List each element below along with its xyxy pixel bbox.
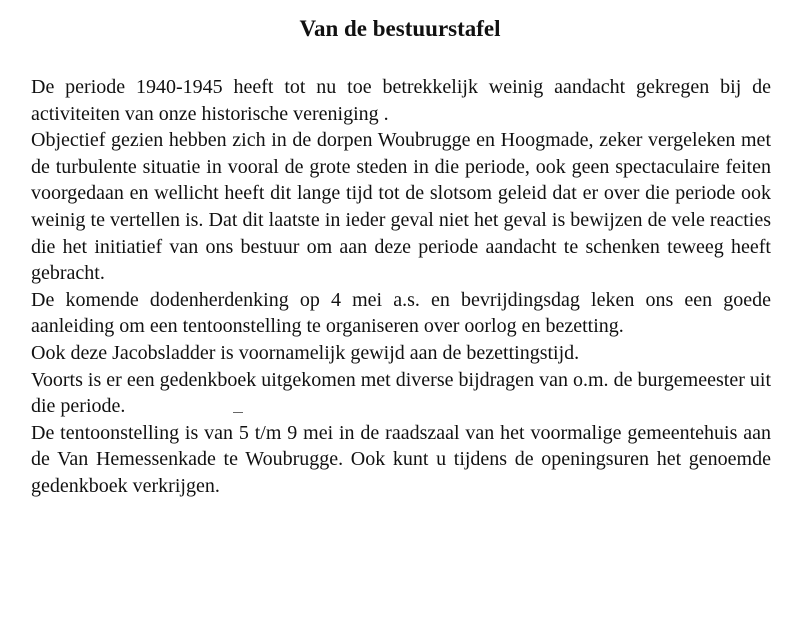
paragraph-remembrance: De komende dodenherdenking op 4 mei a.s. en bevrijdingsdag leken ons een goede aanleiding om een tentoonstelling te organiseren over oorlog en bezetting. — [31, 288, 771, 338]
paragraph-memorial-book: Voorts is er een gedenkboek uitgekomen met diverse bijdragen van o.m. de burgemeester uit die periode. — [31, 368, 771, 418]
paragraph-jacobsladder: Ook deze Jacobsladder is voornamelijk gewijd aan de bezettingstijd. — [31, 341, 580, 364]
paragraph-intro: De periode 1940-1945 heeft tot nu toe betrekkelijk weinig aandacht gekregen bij de activiteiten van onze historische vereniging . — [31, 76, 771, 125]
page-title: Van de bestuurstafel — [299, 16, 501, 41]
paragraph-objective: Objectief gezien hebben zich in de dorpen Woubrugge en Hoogmade, zeker vergeleken met de turbulente situatie in vooral de grote steden in die periode, ook geen spectaculaire feiten voorgedaan en wellicht heeft dit lange tijd tot de slotsom geleid dat er over die periode ook weinig te vertellen is. Dat dit laatste in ieder geval niet het geval is bewijzen de vele reacties die het initiatief van ons bestuur om aan deze periode aandacht te schenken teweeg heeft gebracht. — [31, 129, 771, 285]
article-body — [31, 74, 771, 500]
paragraph-exhibition: De tentoonstelling is van 5 t/m 9 mei in de raadszaal van het voormalige gemeentehuis aan de Van Hemessenkade te Woubrugge. Ook kunt u tijdens de openingsuren het genoemde gedenkboek verkrijgen. — [31, 421, 771, 497]
scan-speck — [233, 412, 243, 413]
